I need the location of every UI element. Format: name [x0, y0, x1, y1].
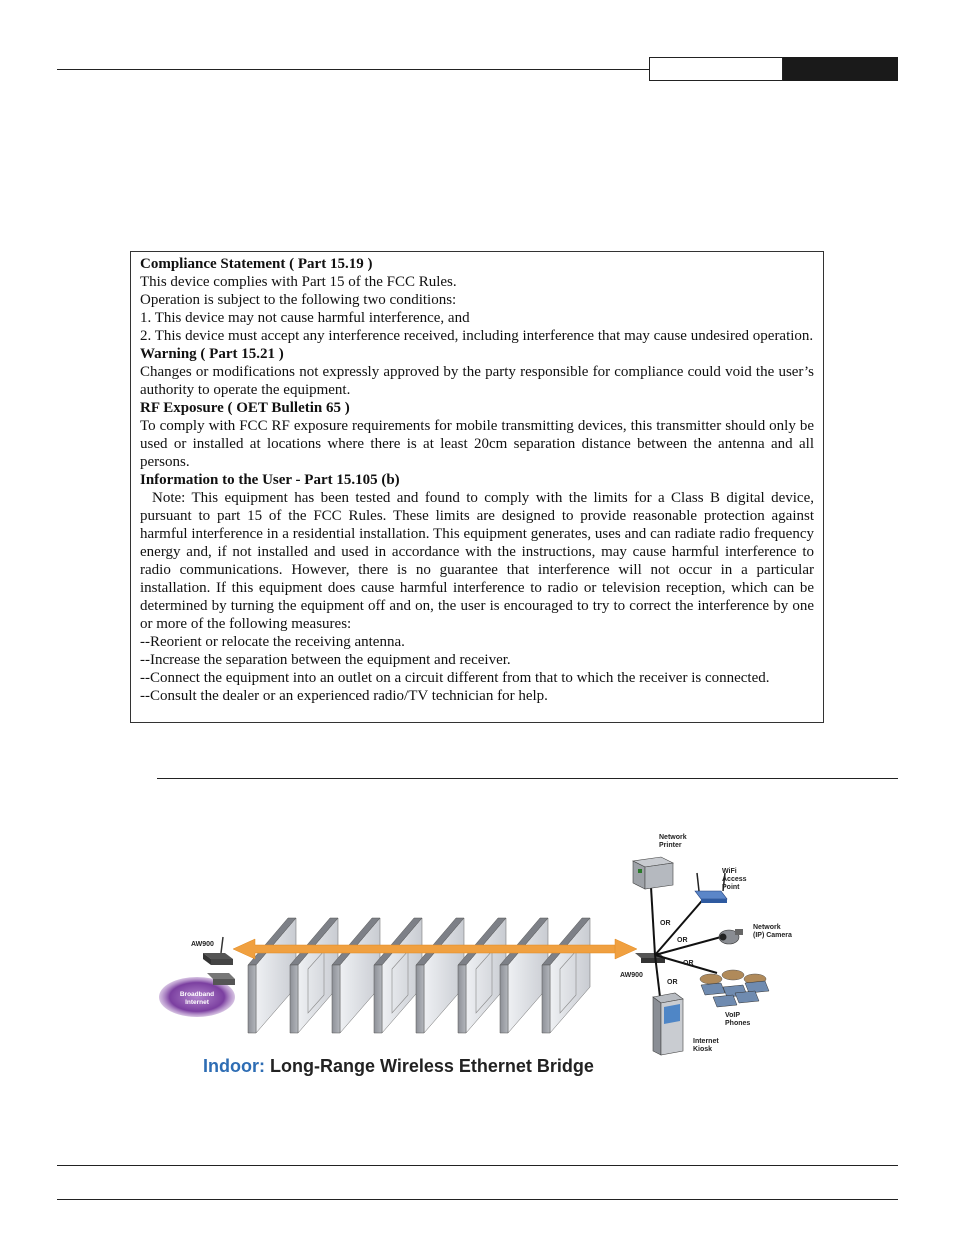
fcc-statement-box — [130, 251, 824, 723]
section-rule — [157, 778, 898, 779]
network-printer-icon — [633, 834, 687, 889]
compliance-line: This device complies with Part 15 of the FCC Rules. — [140, 274, 457, 290]
user-info-heading: Information to the User - Part 15.105 (b) — [140, 472, 400, 488]
or-label: OR — [683, 960, 694, 967]
footer-rule-top — [57, 1165, 898, 1166]
wall-panel — [374, 918, 422, 1033]
camera-label-1: Network — [753, 924, 781, 931]
condition-2: 2. This device must accept any interference received, including interference that may cause undesired operation. — [140, 328, 814, 344]
internet-kiosk-icon — [653, 993, 719, 1055]
wall-panel — [458, 918, 506, 1033]
wifi-label-1: WiFi — [722, 868, 737, 875]
warning-heading: Warning ( Part 15.21 ) — [140, 346, 284, 362]
voip-label-1: VoIP — [725, 1012, 741, 1019]
wall-panel — [500, 918, 548, 1033]
warning-text: Changes or modifications not expressly approved by the party responsible for compliance could void the user’s authority to operate the equipment. — [140, 364, 814, 398]
measure-item: --Increase the separation between the equipment and receiver. — [140, 652, 511, 668]
or-label: OR — [677, 937, 688, 944]
bridge-diagram — [155, 825, 815, 1085]
wifi-label-3: Point — [722, 884, 740, 891]
caption-prefix: Indoor: — [203, 1056, 265, 1076]
user-info-note: Note: This equipment has been tested and found to comply with the limits for a Class B digital device, pursuant to part 15 of the FCC Rules. These limits are designed to provide reasonable protection against harmful interference in a residential installation. This equipment generates, uses and can radiate radio frequency energy and, if not installed and used in accordance with the instructions, may cause harmful interference to radio communications. However, there is no guarantee that interference will not occur in a particular installation. If this equipment does cause harmful interference to radio or television reception, which can be determined by turning the equipment off and on, the user is encouraged to try to correct the interference by one or more of the following measures: — [140, 490, 814, 632]
wall-panel — [542, 918, 590, 1033]
ip-camera-icon — [719, 924, 792, 944]
footer-rule-bottom — [57, 1199, 898, 1200]
printer-label-1: Network — [659, 834, 687, 841]
rf-exposure-heading: RF Exposure ( OET Bulletin 65 ) — [140, 400, 350, 416]
header-tab-white — [649, 57, 783, 81]
wall-panel — [290, 918, 338, 1033]
wall-panel — [332, 918, 380, 1033]
kiosk-label-1: Internet — [693, 1038, 719, 1045]
measure-item: --Reorient or relocate the receiving antenna. — [140, 634, 405, 650]
wifi-label-2: Access — [722, 876, 747, 883]
condition-1: 1. This device may not cause harmful interference, and — [140, 310, 470, 326]
walls — [248, 918, 590, 1033]
diagram-caption — [203, 1056, 594, 1076]
or-label: OR — [660, 920, 671, 927]
voip-phones-icon — [700, 970, 769, 1027]
caption-rest: Long-Range Wireless Ethernet Bridge — [270, 1056, 594, 1076]
camera-label-2: (IP) Camera — [753, 932, 792, 939]
voip-label-2: Phones — [725, 1020, 751, 1027]
rf-exposure-text: To comply with FCC RF exposure requirements for mobile transmitting devices, this transmitter should only be used or installed at locations where there is at least 20cm separation distance between the antenna and all persons. — [140, 418, 814, 470]
left-device-label: AW900 — [191, 941, 214, 948]
right-device-label: AW900 — [620, 972, 643, 979]
wifi-access-point-icon — [695, 868, 747, 903]
cloud-label-2: Internet — [185, 999, 209, 1006]
cloud-label-1: Broadband — [179, 991, 215, 998]
measure-item: --Connect the equipment into an outlet on a circuit different from that to which the receiver is connected. — [140, 670, 770, 686]
kiosk-label-2: Kiosk — [693, 1046, 713, 1053]
header-rule — [57, 69, 649, 70]
measure-item: --Consult the dealer or an experienced radio/TV technician for help. — [140, 688, 548, 704]
compliance-heading: Compliance Statement ( Part 15.19 ) — [140, 256, 373, 272]
wall-panel — [248, 918, 296, 1033]
printer-label-2: Printer — [659, 842, 682, 849]
wall-panel — [416, 918, 464, 1033]
compliance-line: Operation is subject to the following two conditions: — [140, 292, 457, 308]
header-tab-black — [783, 57, 898, 81]
or-label: OR — [667, 979, 678, 986]
